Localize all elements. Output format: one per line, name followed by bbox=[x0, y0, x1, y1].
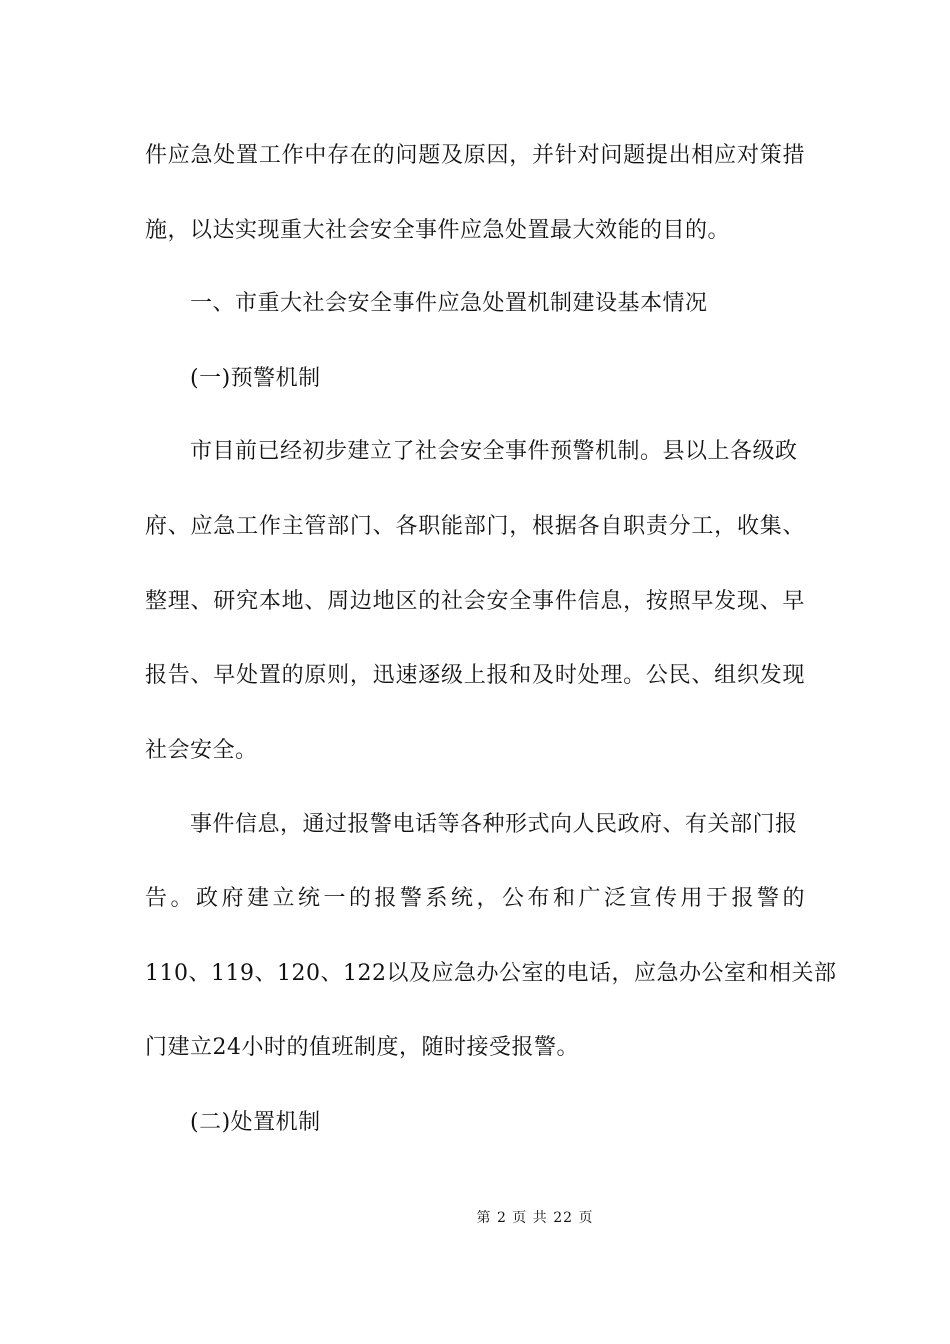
paragraph-line: 事件信息，通过报警电话等各种形式向人民政府、有关部门报 bbox=[190, 812, 798, 837]
paragraph-line: 施，以达实现重大社会安全事件应急处置最大效能的目的。 bbox=[145, 218, 731, 243]
page-number-footer: 第 2 页 共 22 页 bbox=[476, 1210, 594, 1226]
section-heading: 一、市重大社会安全事件应急处置机制建设基本情况 bbox=[190, 291, 708, 316]
subsection-heading: (二)处置机制 bbox=[190, 1110, 321, 1135]
paragraph-line: 门建立24小时的值班制度，随时接受报警。 bbox=[145, 1035, 579, 1060]
paragraph-line: 告。政府建立统一的报警系统，公布和广泛宣传用于报警的 bbox=[145, 886, 805, 911]
paragraph-line: 市目前已经初步建立了社会安全事件预警机制。县以上各级政 bbox=[190, 439, 798, 464]
subsection-heading: (一)预警机制 bbox=[190, 366, 321, 391]
paragraph-line: 报告、早处置的原则，迅速逐级上报和及时处理。公民、组织发现 bbox=[145, 663, 805, 688]
paragraph-line: 件应急处置工作中存在的问题及原因，并针对问题提出相应对策措 bbox=[145, 143, 805, 168]
paragraph-line: 整理、研究本地、周边地区的社会安全事件信息，按照早发现、早 bbox=[145, 589, 805, 614]
paragraph-line: 110、119、120、122以及应急办公室的电话，应急办公室和相关部 bbox=[145, 961, 837, 986]
paragraph-line: 府、应急工作主管部门、各职能部门，根据各自职责分工，收集、 bbox=[145, 514, 805, 539]
paragraph-line: 社会安全。 bbox=[145, 738, 258, 763]
